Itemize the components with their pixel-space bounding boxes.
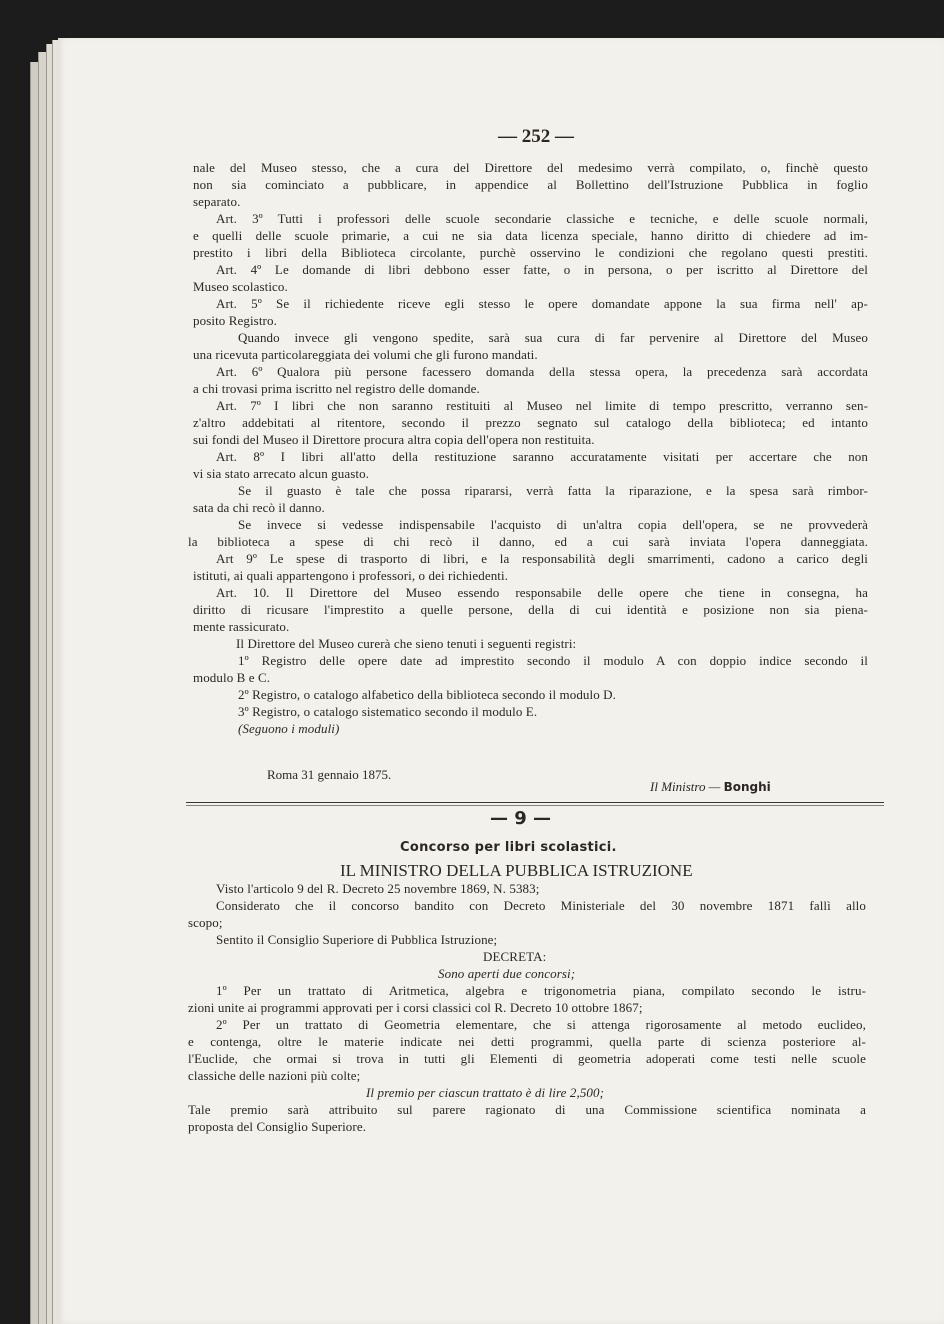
body-line: una ricevuta particolareggiata dei volumi che gli furono mandati.: [193, 347, 538, 362]
place-date: Roma 31 gennaio 1875.: [267, 767, 392, 782]
body-line: Museo scolastico.: [193, 279, 288, 294]
section-line: Tale premio sarà attribuito sul parere ragionato di una Commissione scientifica nominata a: [188, 1102, 866, 1117]
section-line: Sono aperti due concorsi;: [438, 966, 576, 981]
body-line: mente rassicurato.: [193, 619, 290, 634]
body-line: z'altro addebitati al ritentore, secondo il prezzo segnato sul catalogo della biblioteca; ed intanto: [193, 415, 868, 430]
body-line: a chi trovasi prima iscritto nel registro delle domande.: [193, 381, 480, 396]
section-line: scopo;: [188, 915, 223, 930]
section-line: zioni unite ai programmi approvati per i corsi classici col R. Decreto 10 ottobre 1867;: [188, 1000, 643, 1015]
section-divider: [186, 802, 884, 803]
body-line: posito Registro.: [193, 313, 277, 328]
decree-heading: DECRETA:: [483, 949, 547, 964]
minister-name: Bonghi: [723, 780, 771, 794]
document-page: [58, 38, 944, 1324]
section-number: — 9 —: [490, 808, 552, 829]
section-line: Il premio per ciascun trattato è di lire 2,500;: [366, 1085, 605, 1100]
body-line: diritto di ricusare l'imprestito a quelle persone, della di cui identità e posizione non sia piena-: [193, 602, 868, 617]
body-line: modulo B e C.: [193, 670, 271, 685]
body-line: istituti, ai quali appartengono i professori, o dei richiedenti.: [193, 568, 509, 583]
section-line: Considerato che il concorso bandito con Decreto Ministeriale del 30 novembre 1871 fallì allo: [216, 898, 866, 913]
body-line: la biblioteca a spese di chi recò il danno, ed a cui sarà inviata l'opera danneggiata.: [188, 534, 868, 549]
body-line: (Seguono i moduli): [238, 721, 340, 736]
body-line: Se invece si vedesse indispensabile l'acquisto di un'altra copia dell'opera, se ne provvederà: [238, 517, 868, 532]
body-line: sui fondi del Museo il Direttore procura altra copia dell'opera non restituita.: [193, 432, 595, 447]
section-line: proposta del Consiglio Superiore.: [188, 1119, 367, 1134]
body-line: 2º Registro, o catalogo alfabetico della biblioteca secondo il modulo D.: [238, 687, 617, 702]
body-line: nale del Museo stesso, che a cura del Direttore del medesimo verrà compilato, o, finchè questo: [193, 160, 868, 175]
body-line: Quando invece gli vengono spedite, sarà sua cura di far pervenire al Direttore del Museo: [238, 330, 868, 345]
body-line: Se il guasto è tale che possa ripararsi, verrà fatta la riparazione, e la spesa sarà rimbor-: [238, 483, 868, 498]
body-line: Art. 3º Tutti i professori delle scuole secondarie classiche e tecniche, e delle scuole normali,: [216, 211, 868, 226]
section-line: 2º Per un trattato di Geometria elementare, che si attenga rigorosamente al metodo euclideo,: [216, 1017, 866, 1032]
section-divider-thin: [186, 805, 884, 806]
body-line: e quelli delle scuole primarie, a cui ne sia data licenza speciale, hanno diritto di chiedere ad im-: [193, 228, 868, 243]
minister-label: Il Ministro —: [650, 779, 724, 794]
body-line: 3º Registro, o catalogo sistematico secondo il modulo E.: [238, 704, 538, 719]
body-line: Art. 7º I libri che non saranno restituiti al Museo nel limite di tempo prescritto, verranno sen-: [216, 398, 868, 413]
body-line: 1º Registro delle opere date ad imprestito secondo il modulo A con doppio indice secondo il: [238, 653, 868, 668]
section-line: l'Euclide, che ormai si trova in tutti gli Elementi di geometria adoperati come testi nelle scuole: [188, 1051, 866, 1066]
body-line: Art. 6º Qualora più persone facessero domanda della stessa opera, la precedenza sarà accordata: [216, 364, 868, 379]
section-line: e contenga, oltre le materie indicate nei detti programmi, quella parte di scienza posteriore al-: [188, 1034, 866, 1049]
body-line: Il Direttore del Museo curerà che sieno tenuti i seguenti registri:: [236, 636, 577, 651]
body-line: separato.: [193, 194, 241, 209]
body-line: Art 9º Le spese di trasporto di libri, e la responsabilità degli smarrimenti, cadono a carico degli: [216, 551, 868, 566]
section-authority: IL MINISTRO DELLA PUBBLICA ISTRUZIONE: [340, 861, 693, 880]
minister-signature: [650, 778, 771, 796]
body-line: vi sia stato arrecato alcun guasto.: [193, 466, 370, 481]
body-line: Art. 10. Il Direttore del Museo essendo responsabile delle opere che tiene in consegna, ha: [216, 585, 868, 600]
section-title: Concorso per libri scolastici.: [400, 840, 617, 855]
page-number: — 252 —: [498, 126, 574, 147]
section-line: Sentito il Consiglio Superiore di Pubblica Istruzione;: [216, 932, 498, 947]
section-line: classiche delle nazioni più colte;: [188, 1068, 361, 1083]
body-line: sata da chi recò il danno.: [193, 500, 325, 515]
body-line: non sia cominciato a pubblicare, in appendice al Bollettino dell'Istruzione Pubblica in foglio: [193, 177, 868, 192]
section-line: Visto l'articolo 9 del R. Decreto 25 novembre 1869, N. 5383;: [216, 881, 540, 896]
body-line: prestito i libri della Biblioteca circolante, purchè osservino le condizioni che regolano questi prestiti.: [193, 245, 868, 260]
body-line: Art. 8º I libri all'atto della restituzione saranno accuratamente visitati per accertare che non: [216, 449, 868, 464]
section-line: 1º Per un trattato di Aritmetica, algebra e trigonometria piana, compilato secondo le istru-: [216, 983, 866, 998]
body-line: Art. 4º Le domande di libri debbono esser fatte, o in persona, o per iscritto al Direttore del: [216, 262, 868, 277]
body-line: Art. 5º Se il richiedente riceve egli stesso le opere domandate appone la sua firma nell' ap-: [216, 296, 868, 311]
